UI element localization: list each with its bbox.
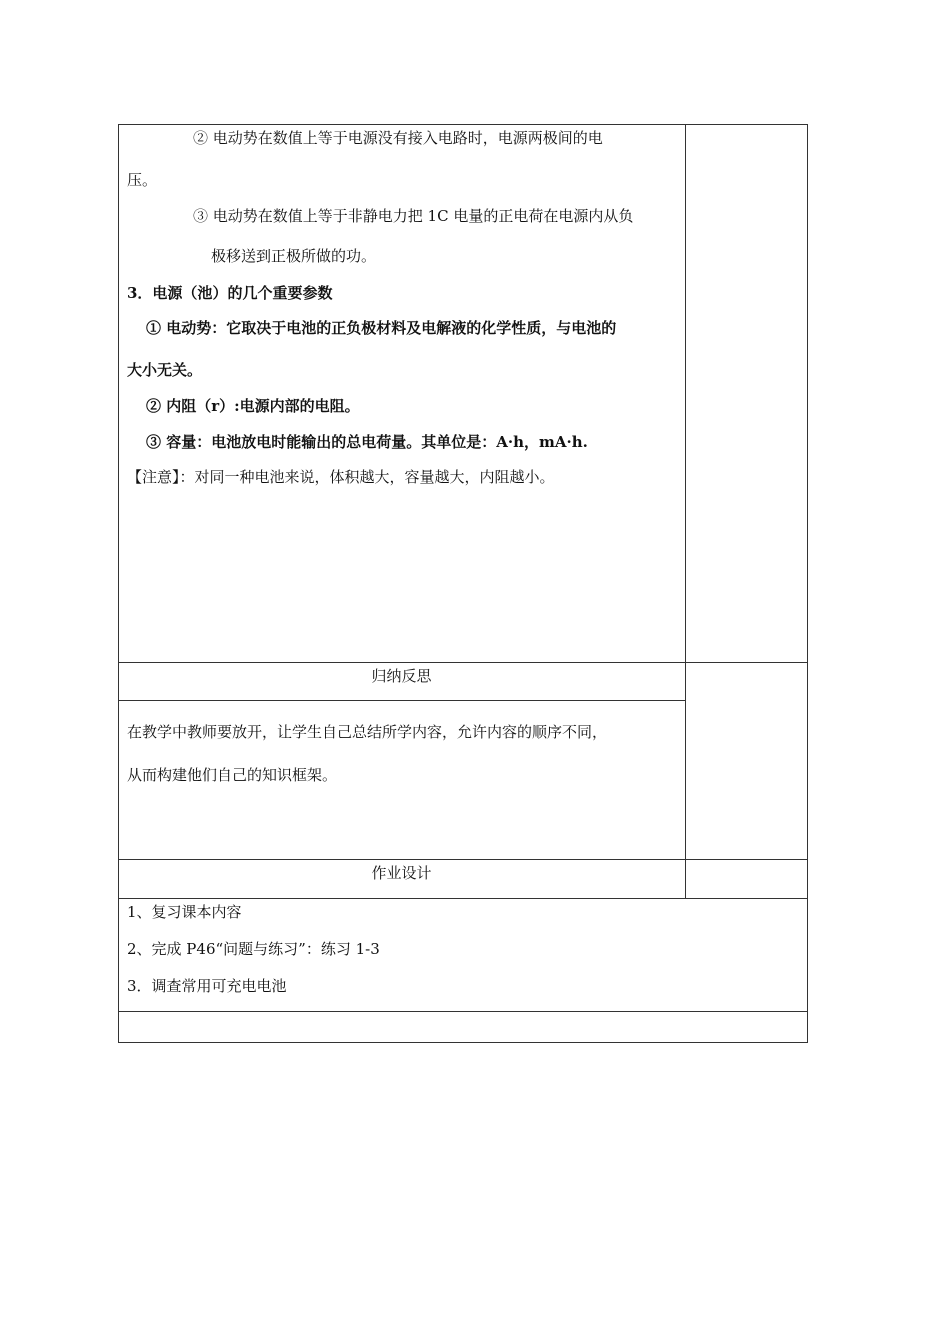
- battery-params-heading: 3．电源（池）的几个重要参数: [127, 284, 333, 302]
- emf-point-2-line-2: 压。: [127, 171, 158, 189]
- right-column-divider: [685, 124, 686, 898]
- emf-point-2-line-1: ② 电动势在数值上等于电源没有接入电路时，电源两极间的电: [193, 129, 603, 147]
- emf-point-3-line-2: 极移送到正极所做的功。: [211, 247, 377, 265]
- row-divider-reflection: [118, 662, 808, 663]
- row-divider-homework: [118, 859, 808, 860]
- homework-item-1: 1、复习课本内容: [127, 903, 242, 921]
- reflection-title: 归纳反思: [371, 667, 432, 685]
- param-capacity: ③ 容量：电池放电时能输出的总电荷量。其单位是：A·h，mA·h.: [146, 433, 588, 451]
- row-divider-bottom: [118, 1011, 808, 1012]
- note-text: 【注意】：对同一种电池来说，体积越大，容量越大，内阻越小。: [127, 468, 555, 486]
- homework-title: 作业设计: [371, 864, 432, 882]
- reflection-line-1: 在教学中教师要放开，让学生自己总结所学内容，允许内容的顺序不同，: [127, 723, 608, 741]
- param-emf-line-1: ① 电动势：它取决于电池的正负极材料及电解液的化学性质，与电池的: [146, 319, 617, 337]
- homework-item-2: 2、完成 P46“问题与练习”：练习 1-3: [127, 940, 380, 958]
- emf-point-3-line-1: ③ 电动势在数值上等于非静电力把 1C 电量的正电荷在电源内从负: [193, 207, 634, 225]
- reflection-line-2: 从而构建他们自己的知识框架。: [127, 766, 338, 784]
- param-emf-line-2: 大小无关。: [127, 361, 203, 379]
- homework-item-3: 3．调查常用可充电电池: [127, 977, 287, 995]
- param-internal-resistance: ② 内阻（r）:电源内部的电阻。: [146, 397, 360, 415]
- row-divider-homework-header: [118, 898, 808, 899]
- row-divider-reflection-header: [118, 700, 685, 701]
